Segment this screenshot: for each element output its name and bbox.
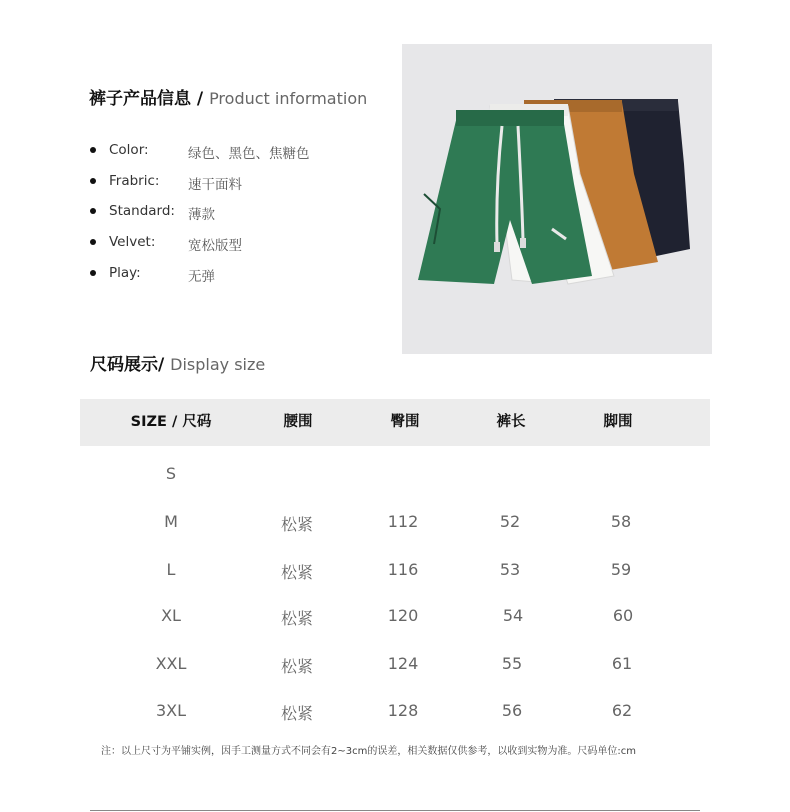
cell-size: M <box>164 512 178 531</box>
cell-hem: 61 <box>611 654 633 673</box>
header-length: 裤长 <box>496 414 526 430</box>
measurement-note: 注：以上尺寸为平铺实例，因手工测量方式不同会有2~3cm的误差，相关数据仅供参考，以收到实物为准。尺码单位:cm <box>101 746 636 757</box>
cell-waist: 松紧 <box>280 515 314 534</box>
info-value: 无弹 <box>188 269 215 285</box>
info-key: Velvet: <box>109 234 156 250</box>
header-hip: 臀围 <box>390 414 420 430</box>
cell-size: S <box>165 464 177 483</box>
cell-length: 52 <box>499 512 521 531</box>
info-value: 绿色、黑色、焦糖色 <box>188 146 310 162</box>
info-value: 薄款 <box>188 207 215 223</box>
cell-size: 3XL <box>155 701 187 720</box>
info-value: 宽松版型 <box>188 238 242 254</box>
cell-size: XL <box>161 606 181 625</box>
info-value: 速干面料 <box>188 177 242 193</box>
header-waist: 腰围 <box>283 414 313 430</box>
info-key: Standard: <box>109 203 175 219</box>
size-section-title <box>90 350 265 375</box>
cell-size: L <box>166 560 176 579</box>
cell-waist: 松紧 <box>280 563 314 582</box>
product-info-title-cn: 裤子产品信息 <box>89 89 191 109</box>
shorts-illustration <box>402 44 712 354</box>
title-separator: / <box>196 89 204 109</box>
header-hem: 脚围 <box>603 414 633 430</box>
cell-hem: 62 <box>611 701 633 720</box>
cell-length: 55 <box>501 654 523 673</box>
cell-size: XXL <box>155 654 187 673</box>
product-photo <box>402 44 712 354</box>
cell-hem: 59 <box>610 560 632 579</box>
bullet-icon <box>90 147 96 153</box>
size-title-cn: 尺码展示/ <box>90 355 165 375</box>
bullet-icon <box>90 208 96 214</box>
shorts-green <box>418 110 592 284</box>
cell-length: 53 <box>499 560 521 579</box>
bullet-icon <box>90 270 96 276</box>
cell-waist: 松紧 <box>280 657 314 676</box>
cell-waist: 松紧 <box>280 609 314 628</box>
cell-hip: 128 <box>387 701 419 720</box>
bullet-icon <box>90 239 96 245</box>
cell-hem: 58 <box>610 512 632 531</box>
cell-length: 54 <box>502 606 524 625</box>
cell-waist: 松紧 <box>280 704 314 723</box>
info-key: Color: <box>109 142 149 158</box>
size-title-en: Display size <box>170 355 266 374</box>
header-size: SIZE / 尺码 <box>130 414 212 430</box>
cell-length: 56 <box>501 701 523 720</box>
product-info-title <box>89 84 367 109</box>
cell-hip: 116 <box>387 560 419 579</box>
bullet-icon <box>90 178 96 184</box>
bottom-divider <box>90 810 700 811</box>
info-key: Play: <box>109 265 141 281</box>
cell-hip: 120 <box>387 606 419 625</box>
cell-hip: 112 <box>387 512 419 531</box>
size-table-header <box>80 399 710 446</box>
product-info-title-en: Product information <box>209 89 368 108</box>
info-key: Frabric: <box>109 173 160 189</box>
cell-hip: 124 <box>387 654 419 673</box>
cell-hem: 60 <box>612 606 634 625</box>
